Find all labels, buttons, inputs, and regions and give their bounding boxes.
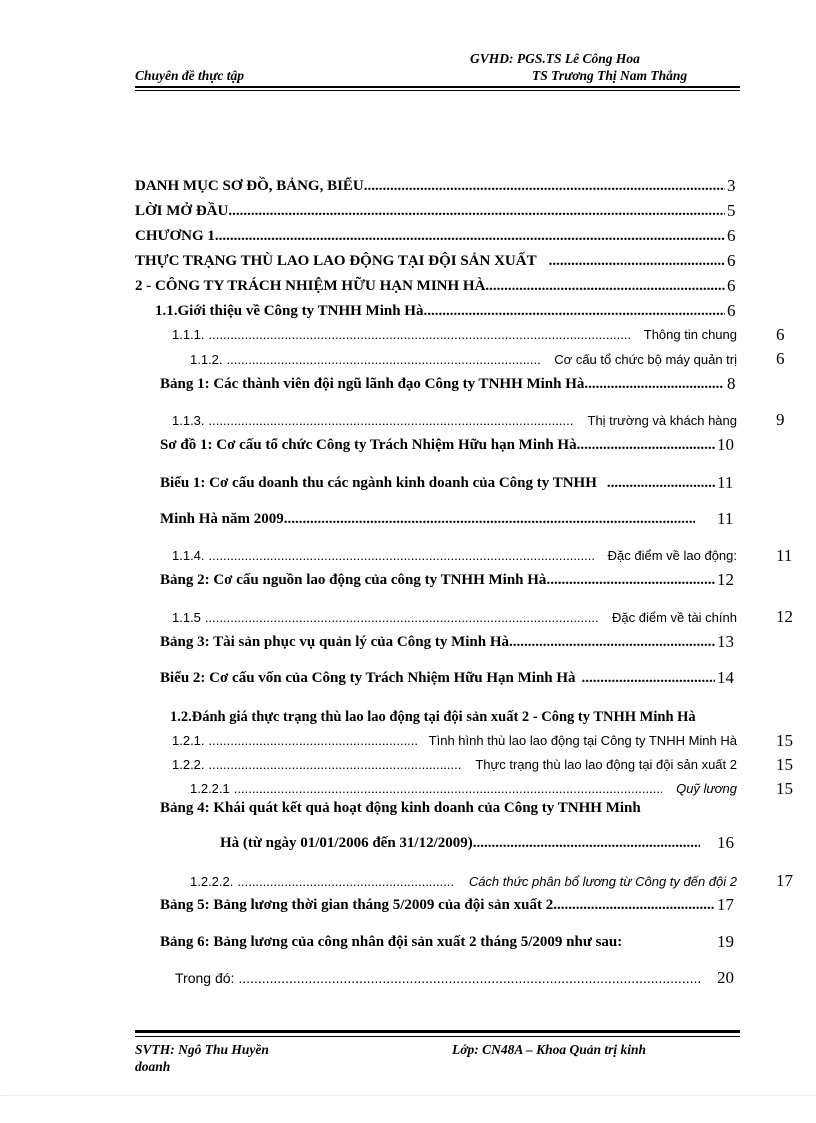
toc-page: 6 [727,251,736,270]
toc-entry[interactable]: Trong đó: ..... [175,970,700,986]
toc-page: 6 [727,226,736,245]
footer-rule-thick [135,1030,740,1033]
toc-page: 15 [776,755,793,774]
toc-entry[interactable]: 1.2.2. ..... Thực trạng thù lao lao động tại đội sản xuất 2 [172,757,737,772]
toc-entry[interactable]: Bảng 5: Bảng lương thời gian tháng 5/2009 của đội sản xuất 2. ..... [160,897,715,914]
toc-entry[interactable]: 1.1.1. ..... Thông tin chung [172,327,737,342]
toc-page: 11 [776,546,793,565]
toc-page: 11 [717,509,734,528]
toc-page: 8 [727,374,736,393]
toc-entry[interactable]: Bảng 2: Cơ cấu nguồn lao động của công ty TNHH Minh Hà ..... [160,572,715,589]
toc-page: 6 [727,276,736,295]
toc-entry[interactable]: 1.1.2. ..... Cơ cấu tổ chức bộ máy quản trị [190,352,737,367]
toc-entry[interactable]: THỰC TRẠNG THÙ LAO LAO ĐỘNG TẠI ĐỘI SẢN XUẤT ..... [135,253,725,270]
toc-page: 14 [717,668,734,687]
class-info: Lớp: CN48A – Khoa Quản trị kinh [452,1042,647,1057]
toc-page: 9 [776,410,785,429]
toc-entry[interactable]: 1.2.2.2. ..... Cách thức phân bổ lương từ Công ty đến đội 2 [190,874,737,889]
toc-entry[interactable]: DANH MỤC SƠ ĐỒ, BẢNG, BIỂU ..... [135,178,735,195]
class-info-wrap: doanh [135,1059,171,1074]
toc-page: 6 [776,325,785,344]
toc-entry[interactable]: 1.1.4. ..... Đặc điểm về lao động: [172,548,737,563]
toc-entry[interactable]: Sơ đồ 1: Cơ cấu tổ chức Công ty Trách Nhiệm Hữu hạn Minh Hà ..... [160,437,715,454]
toc-entry[interactable]: 2 - CÔNG TY TRÁCH NHIỆM HỮU HẠN MINH HÀ ..... [135,278,725,295]
toc-page: 19 [717,932,734,951]
toc-entry[interactable]: LỜI MỞ ĐẦU ..... [135,203,735,220]
toc-page: 12 [776,607,793,626]
toc-page: 16 [717,833,734,852]
student-name: SVTH: Ngô Thu Huyền [135,1042,269,1057]
toc-page: 13 [717,632,734,651]
supervisor-line-2: TS Trương Thị Nam Thắng [532,68,688,83]
header-rule-thin [135,90,740,91]
toc-page: 6 [776,349,785,368]
supervisor-line-1: GVHD: PGS.TS Lê Công Hoa [470,51,640,66]
toc-entry[interactable]: Minh Hà năm 2009 ..... [160,511,695,528]
toc-page: 5 [727,201,736,220]
toc-entry[interactable]: Bảng 1: Các thành viên đội ngũ lãnh đạo Công ty TNHH Minh Hà ..... [160,376,740,393]
toc-entry[interactable]: Hà (từ ngày 01/01/2006 đến 31/12/2009) ..... [220,835,700,852]
toc-page: 17 [776,871,793,890]
toc-page: 17 [717,895,734,914]
toc-entry[interactable]: 1.1.3. ..... Thị trường và khách hàng [172,413,737,428]
toc-entry[interactable]: Biểu 2: Cơ cấu vốn của Công ty Trách Nhiệm Hữu Hạn Minh Hà ..... [160,670,715,687]
toc-page: 12 [717,570,734,589]
toc-page: 11 [717,473,734,492]
toc-entry[interactable]: 1.1.Giới thiệu về Công ty TNHH Minh Hà ..... [155,303,725,320]
header-rule-thick [135,86,740,88]
toc-page: 15 [776,779,793,798]
toc-entry[interactable]: Bảng 3: Tài sản phục vụ quản lý của Công ty Minh Hà ..... [160,634,715,651]
toc-page: 10 [717,435,734,454]
toc-page: 6 [727,301,736,320]
toc-entry[interactable]: 1.2.Đánh giá thực trạng thù lao lao động tại đội sản xuất 2 - Công ty TNHH Minh Hà [170,709,696,725]
toc-page: 3 [727,176,736,195]
toc-entry[interactable]: Bảng 4: Khái quát kết quả hoạt động kinh doanh của Công ty TNHH Minh [160,800,641,816]
footer-rule-thin [135,1036,740,1037]
toc-entry[interactable]: 1.2.1. ..... Tình hình thù lao lao động tại Công ty TNHH Minh Hà [172,733,737,748]
document-type: Chuyên đề thực tập [135,68,244,83]
toc-entry[interactable]: 1.2.2.1 ..... Quỹ lương [190,781,737,796]
toc-entry[interactable]: CHƯƠNG 1 ..... [135,228,735,245]
toc-page: 15 [776,731,793,750]
toc-entry[interactable]: Biểu 1: Cơ cấu doanh thu các ngành kinh doanh của Công ty TNHH ..... [160,475,715,492]
toc-page: 20 [717,968,734,987]
toc-entry[interactable]: Bảng 6: Bảng lương của công nhân đội sản xuất 2 tháng 5/2009 như sau: [160,934,623,950]
toc-entry[interactable]: 1.1.5 ..... Đặc điểm về tài chính [172,610,737,625]
page-break-line [0,1095,816,1096]
